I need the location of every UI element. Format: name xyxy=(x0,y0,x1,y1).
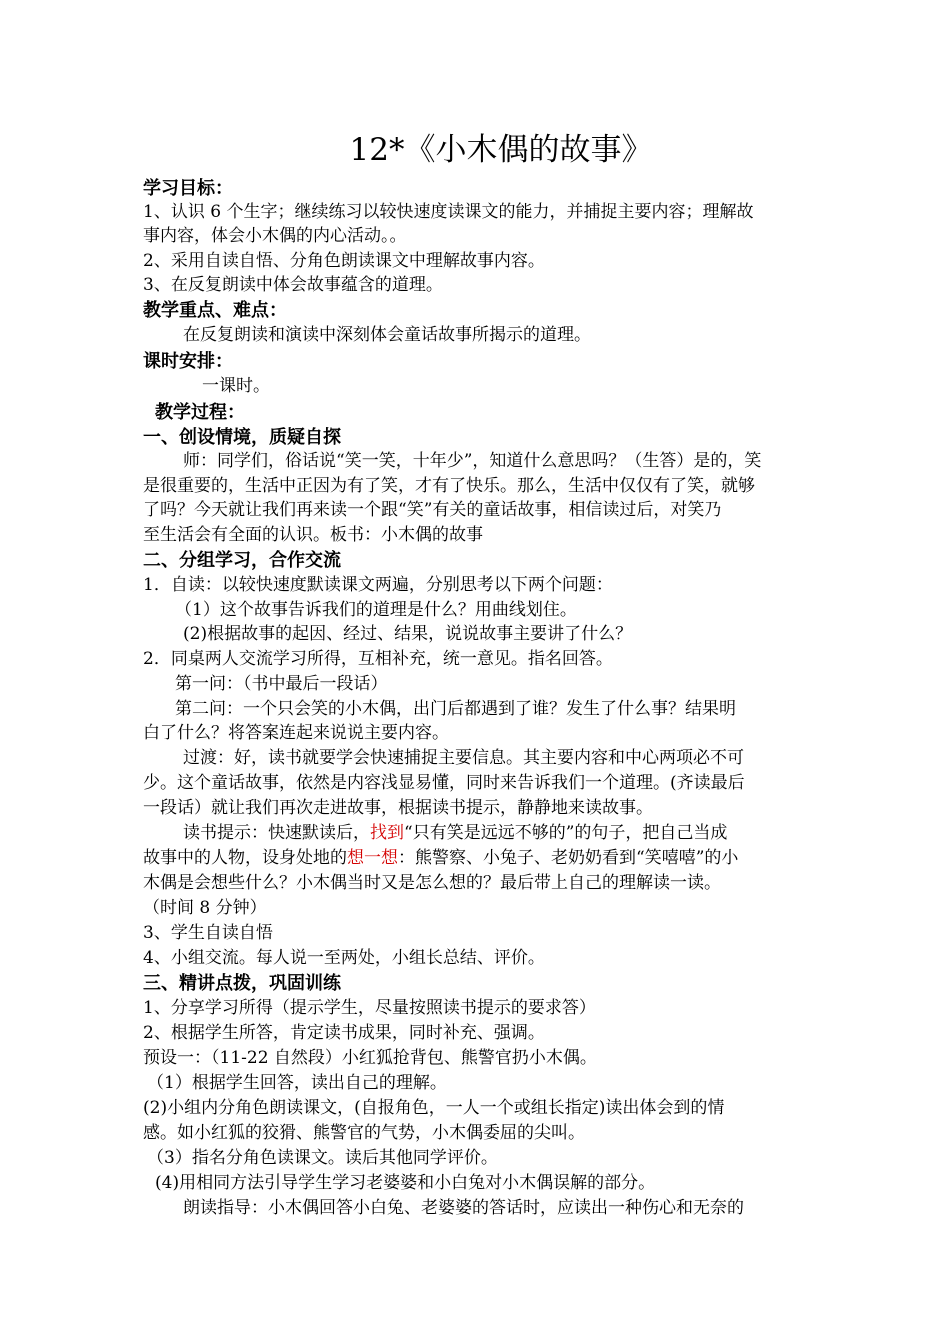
section2-line-5: 第一问：（书中最后一段话） xyxy=(175,674,388,694)
section1-heading: 一、创设情境，质疑自探 xyxy=(143,427,341,448)
reading-tip-text-2: 故事中的人物，设身处地的 xyxy=(143,848,347,868)
reading-tip-text-2-cont: ：熊警察、小兔子、老奶奶看到“笑嘻嘻”的小 xyxy=(398,848,739,868)
section2-heading: 二、分组学习，合作交流 xyxy=(143,550,341,571)
section2-line-14: （时间 8 分钟） xyxy=(143,898,267,918)
goals-line-3: 2、采用自读自悟、分角色朗读课文中理解故事内容。 xyxy=(143,251,545,271)
key-points-line-1: 在反复朗读和演读中深刻体会童话故事所揭示的道理。 xyxy=(183,325,591,345)
highlight-find: 找到 xyxy=(370,823,404,843)
process-heading: 教学过程： xyxy=(155,402,245,423)
section1-line-3: 了吗？今天就让我们再来读一个跟“笑”有关的童话故事，相信读过后，对笑乃 xyxy=(143,500,722,520)
goals-line-2: 事内容，体会小木偶的内心活动。。 xyxy=(143,226,407,246)
section2-line-12 xyxy=(143,846,823,871)
section2-line-15: 3、学生自读自悟 xyxy=(143,923,273,943)
section3-line-5: (2)小组内分角色朗读课文，(自报角色，一人一个或组长指定)读出体会到的情 xyxy=(143,1098,725,1118)
section1-line-1: 师：同学们，俗话说“笑一笑，十年少”，知道什么意思吗？（生答）是的，笑 xyxy=(183,451,762,471)
section3-line-8: (4)用相同方法引导学生学习老婆婆和小白兔对小木偶误解的部分。 xyxy=(155,1173,656,1193)
section3-line-3: 预设一：（11-22 自然段）小红狐抢背包、熊警官扔小木偶。 xyxy=(143,1048,597,1068)
goals-heading: 学习目标： xyxy=(143,178,233,199)
section3-line-1: 1、分享学习所得（提示学生，尽量按照读书提示的要求答） xyxy=(143,998,596,1018)
section3-line-6: 感。如小红狐的狡猾、熊警官的气势，小木偶委屈的尖叫。 xyxy=(143,1123,585,1143)
section3-heading: 三、精讲点拨，巩固训练 xyxy=(143,973,341,994)
goals-line-1: 1、认识 6 个生字；继续练习以较快速度读课文的能力，并捕捉主要内容；理解故 xyxy=(143,202,754,222)
section2-line-2: （1）这个故事告诉我们的道理是什么？用曲线划住。 xyxy=(175,600,577,620)
section2-line-13: 木偶是会想些什么？小木偶当时又是怎么想的？最后带上自己的理解读一读。 xyxy=(143,873,721,893)
section3-line-4: （1）根据学生回答，读出自己的理解。 xyxy=(147,1073,447,1093)
section2-line-16: 4、小组交流。每人说一至两处，小组长总结、评价。 xyxy=(143,948,545,968)
goals-line-4: 3、在反复朗读中体会故事蕴含的道理。 xyxy=(143,275,443,295)
highlight-think: 想一想 xyxy=(347,848,398,868)
section1-line-2: 是很重要的，生活中正因为有了笑，才有了快乐。那么，生活中仅仅有了笑，就够 xyxy=(143,476,755,496)
section2-line-10: 一段话）就让我们再次走进故事，根据读书提示，静静地来读故事。 xyxy=(143,798,653,818)
section2-line-8: 过渡：好，读书就要学会快速捕捉主要信息。其主要内容和中心两项必不可 xyxy=(183,748,744,768)
section2-line-9: 少。这个童话故事，依然是内容浅显易懂，同时来告诉我们一个道理。(齐读最后 xyxy=(143,773,745,793)
section2-line-3: (2)根据故事的起因、经过、结果，说说故事主要讲了什么？ xyxy=(183,624,633,644)
schedule-line-1: 一课时。 xyxy=(202,376,270,396)
reading-tip-text: 读书提示：快速默读后， xyxy=(183,823,370,843)
section3-line-7: （3）指名分角色读课文。读后其他同学评价。 xyxy=(147,1148,498,1168)
section2-line-1: 1．自读：以较快速度默读课文两遍，分别思考以下两个问题： xyxy=(143,575,613,595)
key-points-heading: 教学重点、难点： xyxy=(143,300,287,321)
schedule-heading: 课时安排： xyxy=(143,351,233,372)
section3-line-9: 朗读指导：小木偶回答小白兔、老婆婆的答话时，应读出一种伤心和无奈的 xyxy=(183,1198,744,1218)
section2-line-4: 2．同桌两人交流学习所得，互相补充，统一意见。指名回答。 xyxy=(143,649,613,669)
section2-line-11 xyxy=(183,821,863,846)
section3-line-2: 2、根据学生所答，肯定读书成果，同时补充、强调。 xyxy=(143,1023,545,1043)
document-title: 12*《小木偶的故事》 xyxy=(349,132,653,168)
section1-line-4: 至生活会有全面的认识。板书：小木偶的故事 xyxy=(143,525,483,545)
reading-tip-text-cont: “只有笑是远远不够的”的句子，把自己当成 xyxy=(404,823,728,843)
section2-line-7: 白了什么？将答案连起来说说主要内容。 xyxy=(143,723,449,743)
section2-line-6: 第二问：一个只会笑的小木偶，出门后都遇到了谁？发生了什么事？结果明 xyxy=(175,699,736,719)
